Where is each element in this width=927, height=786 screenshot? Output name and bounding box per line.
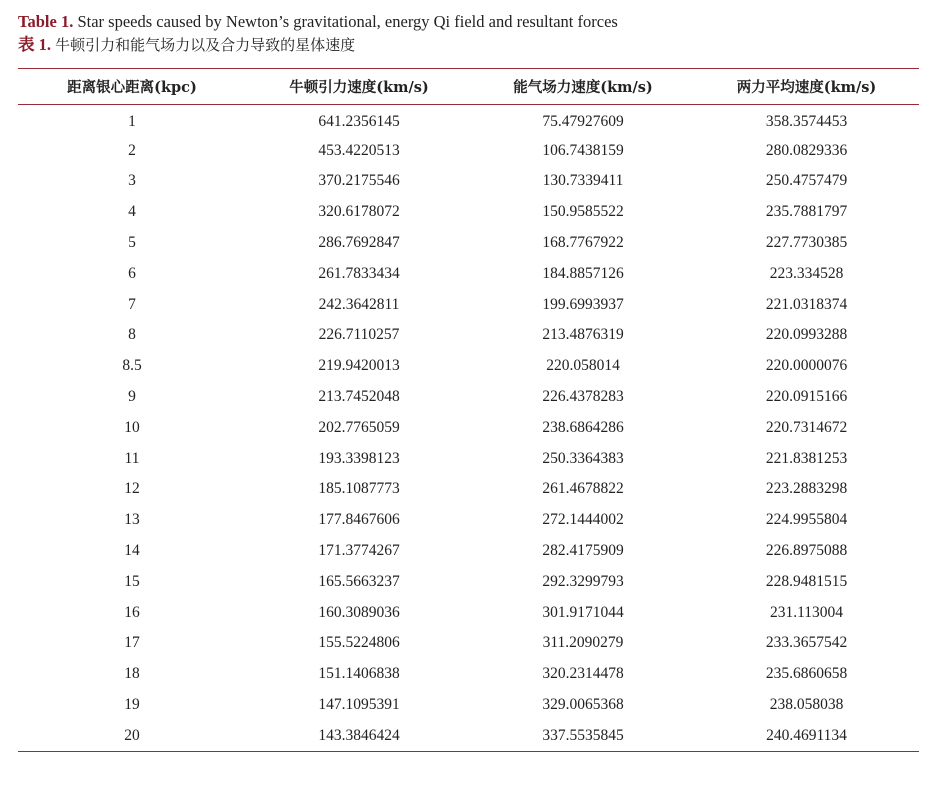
- cell-qi-field-speed: 168.7767922: [542, 234, 624, 252]
- cell-qi-field-speed: 184.8857126: [542, 264, 624, 282]
- header-distance: 距离银心距离(kpc): [18, 69, 246, 105]
- cell-newton-speed: 155.5224806: [318, 634, 400, 652]
- cell-newton-speed: 261.7833434: [318, 264, 400, 282]
- cell-newton-speed: 219.9420013: [318, 357, 400, 375]
- cell-distance: 3: [128, 172, 136, 190]
- table-row: [18, 105, 919, 136]
- cell-distance: 8: [128, 326, 136, 344]
- caption-label-chinese: 表 1.: [18, 35, 51, 54]
- cell-distance: 12: [124, 480, 140, 498]
- caption-label-english: Table 1.: [18, 12, 74, 31]
- cell-qi-field-speed: 213.4876319: [542, 326, 624, 344]
- cell-qi-field-speed: 282.4175909: [542, 542, 624, 560]
- cell-average-speed: 233.3657542: [765, 634, 848, 652]
- cell-average-speed: 220.7314672: [765, 418, 848, 436]
- cell-qi-field-speed: 261.4678822: [542, 480, 624, 498]
- cell-newton-speed: 202.7765059: [318, 418, 400, 436]
- cell-average-speed: 228.9481515: [765, 572, 848, 590]
- cell-newton-speed: 213.7452048: [318, 388, 400, 406]
- table-header-row: [18, 69, 919, 105]
- cell-distance: 19: [124, 696, 140, 714]
- caption-text-english: Star speeds caused by Newton’s gravitational, energy Qi field and resultant forces: [77, 12, 618, 31]
- cell-qi-field-speed: 106.7438159: [542, 141, 624, 159]
- cell-distance: 2: [128, 141, 136, 159]
- cell-average-speed: 220.0915166: [765, 388, 848, 406]
- cell-qi-field-speed: 220.058014: [546, 357, 620, 375]
- cell-average-speed: 223.334528: [769, 264, 844, 282]
- cell-newton-speed: 242.3642811: [318, 295, 400, 313]
- cell-distance: 11: [124, 449, 140, 467]
- cell-qi-field-speed: 320.2314478: [542, 665, 624, 683]
- cell-qi-field-speed: 130.7339411: [542, 172, 624, 190]
- cell-distance: 18: [124, 665, 140, 683]
- table-row: [18, 566, 919, 597]
- table-row: [18, 197, 919, 228]
- cell-newton-speed: 171.3774267: [318, 542, 400, 560]
- cell-qi-field-speed: 311.2090279: [542, 634, 624, 652]
- cell-average-speed: 358.3574453: [765, 113, 848, 131]
- cell-newton-speed: 143.3846424: [246, 720, 472, 751]
- cell-average-speed: 250.4757479: [765, 172, 848, 190]
- table-row: [18, 597, 919, 628]
- table-row: [18, 628, 919, 659]
- cell-newton-speed: 286.7692847: [318, 234, 400, 252]
- cell-distance: 13: [124, 511, 140, 529]
- table-row: [18, 289, 919, 320]
- cell-average-speed: 220.0993288: [765, 326, 848, 344]
- cell-average-speed: 231.113004: [769, 603, 844, 621]
- cell-qi-field-speed: 226.4378283: [542, 388, 624, 406]
- cell-distance: 1: [128, 113, 136, 131]
- header-qi-field-speed: 能气场力速度(km/s): [472, 69, 694, 105]
- cell-average-speed: 220.0000076: [765, 357, 848, 375]
- table-row: [18, 443, 919, 474]
- table-row: [18, 474, 919, 505]
- cell-average-speed: 223.2883298: [765, 480, 848, 498]
- cell-newton-speed: 160.3089036: [318, 603, 400, 621]
- cell-qi-field-speed: 272.1444002: [542, 511, 624, 529]
- table-body: [18, 105, 919, 752]
- cell-distance: 15: [124, 572, 140, 590]
- cell-qi-field-speed: 199.6993937: [542, 295, 624, 313]
- cell-qi-field-speed: 329.0065368: [542, 696, 624, 714]
- table-row: [18, 659, 919, 690]
- cell-distance: 6: [128, 264, 136, 282]
- cell-qi-field-speed: 250.3364383: [542, 449, 624, 467]
- cell-newton-speed: 147.1095391: [318, 696, 400, 714]
- cell-average-speed: 227.7730385: [765, 234, 848, 252]
- header-average-speed: 两力平均速度(km/s): [694, 69, 919, 105]
- table-row: [18, 135, 919, 166]
- cell-distance: 16: [124, 603, 140, 621]
- table-caption-english: [18, 12, 618, 32]
- cell-qi-field-speed: 301.9171044: [542, 603, 624, 621]
- cell-average-speed: 238.058038: [769, 696, 844, 714]
- cell-average-speed: 221.8381253: [765, 449, 848, 467]
- table-row: [18, 690, 919, 721]
- cell-distance: 20: [18, 720, 246, 751]
- table-row: [18, 536, 919, 567]
- cell-newton-speed: 165.5663237: [318, 572, 400, 590]
- cell-distance: 4: [128, 203, 136, 221]
- cell-newton-speed: 226.7110257: [318, 326, 400, 344]
- cell-newton-speed: 185.1087773: [318, 480, 400, 498]
- cell-newton-speed: 193.3398123: [318, 449, 400, 467]
- table-row: [18, 505, 919, 536]
- cell-distance: 14: [124, 542, 140, 560]
- table-row: [18, 382, 919, 413]
- header-newton-speed: 牛顿引力速度(km/s): [246, 69, 472, 105]
- cell-newton-speed: 151.1406838: [318, 665, 400, 683]
- table-row: [18, 412, 919, 443]
- cell-average-speed: 226.8975088: [765, 542, 848, 560]
- cell-average-speed: 280.0829336: [765, 141, 848, 159]
- cell-average-speed: 235.7881797: [765, 203, 848, 221]
- table-row: [18, 351, 919, 382]
- cell-qi-field-speed: 75.47927609: [542, 113, 624, 131]
- table-caption-chinese: [18, 34, 355, 56]
- cell-distance: 17: [124, 634, 140, 652]
- cell-average-speed: 224.9955804: [765, 511, 848, 529]
- cell-qi-field-speed: 238.6864286: [542, 418, 624, 436]
- star-speed-table: [18, 68, 919, 752]
- cell-newton-speed: 177.8467606: [318, 511, 400, 529]
- cell-qi-field-speed: 292.3299793: [542, 572, 624, 590]
- table-row: [18, 166, 919, 197]
- cell-distance: 9: [128, 388, 136, 406]
- cell-average-speed: 235.6860658: [765, 665, 848, 683]
- table-row: [18, 228, 919, 259]
- cell-qi-field-speed: 337.5535845: [472, 720, 694, 751]
- caption-text-chinese: 牛顿引力和能气场力以及合力导致的星体速度: [55, 36, 356, 54]
- cell-distance: 7: [128, 295, 136, 313]
- cell-newton-speed: 370.2175546: [318, 172, 400, 190]
- table-row: [18, 720, 919, 751]
- cell-distance: 8.5: [122, 357, 142, 375]
- cell-newton-speed: 453.4220513: [318, 141, 400, 159]
- cell-average-speed: 221.0318374: [765, 295, 848, 313]
- cell-newton-speed: 320.6178072: [318, 203, 400, 221]
- cell-qi-field-speed: 150.9585522: [542, 203, 624, 221]
- cell-average-speed: 240.4691134: [694, 720, 919, 751]
- cell-distance: 10: [124, 418, 140, 436]
- table-row: [18, 320, 919, 351]
- cell-distance: 5: [128, 234, 136, 252]
- cell-newton-speed: 641.2356145: [318, 113, 400, 131]
- table-row: [18, 258, 919, 289]
